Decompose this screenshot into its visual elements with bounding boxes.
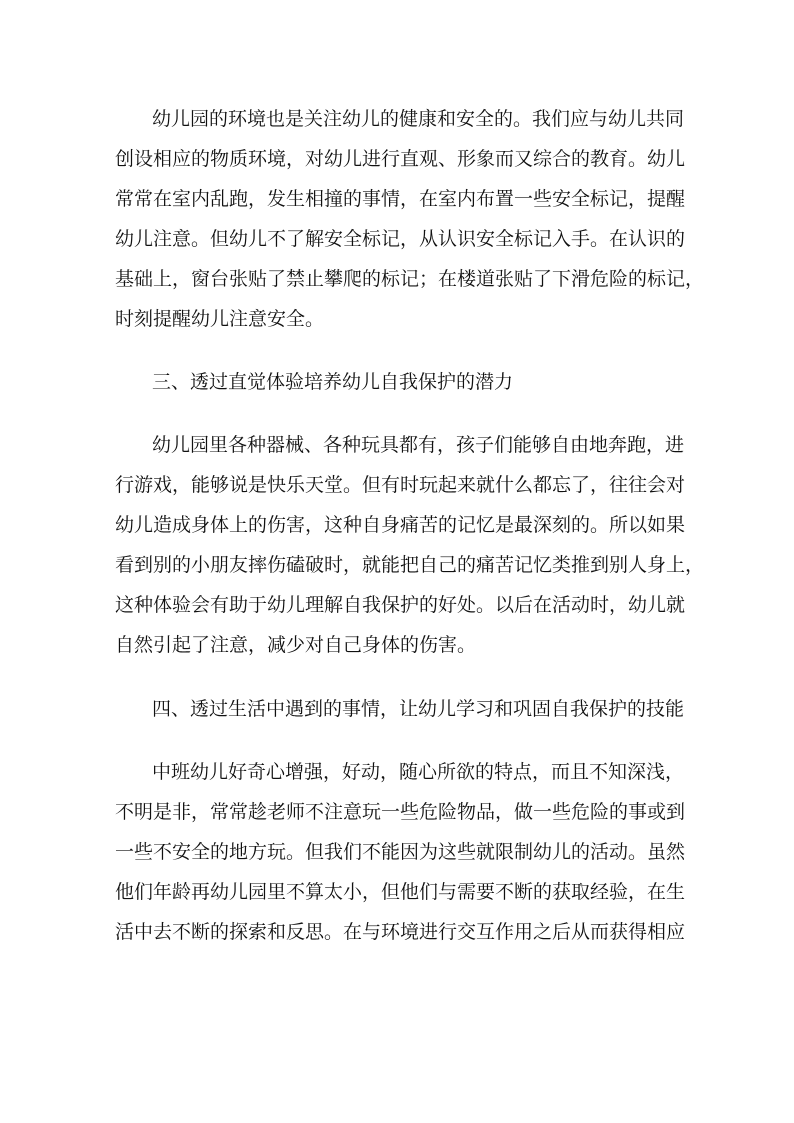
paragraph-line — [0, 141, 794, 177]
heading-text: 四、透过生活中遇到的事情，让幼儿学习和巩固自我保护的技能 — [152, 698, 685, 720]
paragraph-line — [0, 101, 794, 137]
paragraph-line — [0, 181, 794, 217]
text: 基础上，窗台张贴了禁止攀爬的标记；在楼道张贴了下滑危险的标记， — [115, 268, 705, 290]
paragraph-line — [0, 914, 794, 950]
text: 看到别的小朋友摔伤磕破时，就能把自己的痛苦记忆类推到别人身上， — [115, 554, 705, 576]
paragraph-line — [0, 221, 794, 257]
paragraph-line — [0, 507, 794, 543]
paragraph-line — [0, 261, 794, 297]
paragraph-line — [0, 794, 794, 830]
text: 幼儿注意。但幼儿不了解安全标记，从认识安全标记入手。在认识的 — [115, 228, 686, 250]
heading-text: 三、透过直觉体验培养幼儿自我保护的潜力 — [152, 371, 514, 393]
paragraph-line — [0, 301, 794, 337]
text: 一些不安全的地方玩。但我们不能因为这些就限制幼儿的活动。虽然 — [115, 841, 686, 863]
text: 不明是非，常常趁老师不注意玩一些危险物品，做一些危险的事或到 — [115, 801, 686, 823]
text: 幼儿造成身体上的伤害，这种自身痛苦的记忆是最深刻的。所以如果 — [115, 514, 686, 536]
text: 创设相应的物质环境，对幼儿进行直观、形象而又综合的教育。幼儿 — [115, 148, 686, 170]
text: 他们年龄再幼儿园里不算太小，但他们与需要不断的获取经验，在生 — [115, 881, 686, 903]
text: 行游戏，能够说是快乐天堂。但有时玩起来就什么都忘了，往往会对 — [115, 474, 686, 496]
text: 活中去不断的探索和反思。在与环境进行交互作用之后从而获得相应 — [115, 921, 686, 943]
text: 中班幼儿好奇心增强，好动，随心所欲的特点，而且不知深浅， — [152, 761, 685, 783]
paragraph-line — [0, 874, 794, 910]
paragraph-line — [0, 754, 794, 790]
text: 常常在室内乱跑，发生相撞的事情，在室内布置一些安全标记，提醒 — [115, 188, 686, 210]
text: 这种体验会有助于幼儿理解自我保护的好处。以后在活动时，幼儿就 — [115, 594, 686, 616]
paragraph-line — [0, 627, 794, 663]
paragraph-line — [0, 467, 794, 503]
text: 幼儿园里各种器械、各种玩具都有，孩子们能够自由地奔跑，进 — [152, 434, 685, 456]
paragraph-line — [0, 834, 794, 870]
paragraph-line — [0, 547, 794, 583]
text: 幼儿园的环境也是关注幼儿的健康和安全的。我们应与幼儿共同 — [152, 108, 685, 130]
text: 时刻提醒幼儿注意安全。 — [115, 308, 325, 330]
paragraph-line — [0, 587, 794, 623]
section-heading — [0, 691, 794, 727]
section-heading — [0, 364, 794, 400]
text: 自然引起了注意，减少对自己身体的伤害。 — [115, 634, 477, 656]
paragraph-line — [0, 427, 794, 463]
